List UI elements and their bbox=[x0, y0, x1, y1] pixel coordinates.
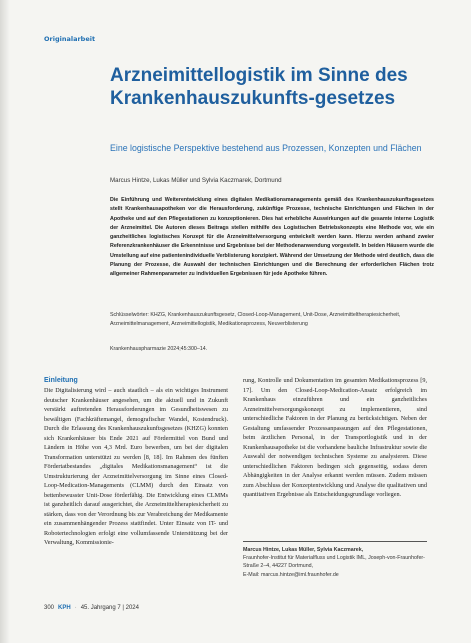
body-text-right: rung, Kontrolle und Dokumentation im gesamten Medikationsprozess [9, 17]. Um den Closed-Loop-Medication-Ansatz erfolgreich im Krankenhaus einzuführen und ein ganzheitliches Arzneimittelversorgungskonzept zu implementieren, sind unterschiedliche Faktoren in der Planung zu berücksichtigen. Neben der Gestaltung umfassender Prozessanpassungen auf den Pflegestationen, beim ärztlichen Personal, in der Transportlogistik und in der Krankenhausapotheke ist die vorhandene bauliche Infrastruktur sowie die Auswahl der notwendigen technischen Systeme zu analysieren. Diese unterschiedlichen Faktoren bedingen sich gegenseitig, sodass deren Abhängigkeiten in der Analyse erkannt werden müssen. Zudem müssen zum Abschluss der Konzeptentwicklung und Analyse die qualitativen und quantitativen Ergebnisse als Entscheidungsgrundlage vorliegen. bbox=[243, 377, 427, 498]
contact-names: Marcus Hintze, Lukas Müller, Sylvia Kaczmarek, bbox=[243, 547, 364, 553]
contact-institution: Fraunhofer-Institut für Materialfluss und Logistik IML, Joseph-von-Fraunhofer-Straße 2–4, 44227 Dortmund, bbox=[243, 555, 425, 570]
abstract: Die Einführung und Weiterentwicklung eines digitalen Medikationsmanagements gemäß des Krankenhauszukunftsgesetzes stellt Krankenhausapotheken vor die Herausforderung, zukünftige Prozesse, technische Einrichtungen und Flächen in der Apotheke und auf den Pflegestationen zu konzeptionieren. Dies hat erhebliche Auswirkungen auf die gesamte interne Logistik der Arzneimittel. Die Autoren dieses Beitrags stellen mithilfe des Logistischen Betriebskonzepts eine Methode vor, wie ein ganzheitliches logistisches Konzept für die Arzneimittelversorgung entwickelt werden kann. Hierzu werden anhand zweier Referenzkrankenhäuser die Erkenntnisse und Ergebnisse bei der Methodenanwendung vorgestellt. In beiden Häusern wurde die Umstellung auf eine patientenindividuelle Verblisterung konzipiert. Während der Umsetzung der Methode wird deutlich, dass die Planung der Prozesse, die Auswahl der technischen Einrichtungen und die Berechnung der erforderlichen Flächen trotz allgemeiner Rahmenparameter zu individuellen Ergebnissen für jede Apotheke führen. bbox=[110, 197, 434, 277]
body-column-right bbox=[243, 376, 427, 500]
citation: Krankenhauspharmazie 2024;45:300–14. bbox=[110, 346, 208, 352]
journal-name: KPH bbox=[58, 605, 71, 611]
section-label: Originalarbeit bbox=[44, 35, 96, 43]
body-text-left: Die Digitalisierung wird – auch staatlich – als ein wichtiges Instrument deutscher Krankenhäuser angesehen, um die aktuell und in Zukunft verstärkt auftretenden Herausforderungen im Gesundheitswesen zu bewältigen (Fachkräftemangel, demografischer Wandel, Kostendruck). Durch die Erlassung des Krankenhauszukunftsgesetzes (KHZG) konnten sich Krankenhäuser bis Ende 2021 auf Fördermittel von Bund und Ländern in Höhe von 4,3 Mrd. Euro bewerben, um bei der digitalen Transformation unterstützt zu werden [8, 18]. Im Rahmen des fünften Fördertatbestandes „digitales Medikationsmanagement“ ist die Umstrukturierung der Arzneimittelversorgung im Sinne eines Closed-Loop-Medication-Managements (CLMM) durch den Einsatz von bettenbewusster Unit-Dose förderfähig. Die Entwicklung eines CLMMs ist ganzheitlich darauf ausgerichtet, die Arzneimitteltherapiesicherheit zu stärken, dass von der Verordnung bis zur Verabreichung der Medikamente ein zusammenhängender Prozess stattfindet. Unter Einsatz von IT- und Robotertechnologien erfolgt eine vollumfassende Unterstützung bei der Verwaltung, Kommissionie- bbox=[44, 387, 228, 546]
article-subtitle: Eine logistische Perspektive bestehend aus Prozessen, Konzepten und Flächen bbox=[110, 143, 422, 153]
page-shadow bbox=[0, 0, 10, 643]
contact-email[interactable]: E-Mail: marcus.hintze@iml.fraunhofer.de bbox=[243, 571, 339, 578]
keywords: Schlüsselwörter: KHZG, Krankenhauszukunftsgesetz, Closed-Loop-Management, Unit-Dose, Arzneimitteltherapiesicherheit, Arzneimittelmanagement, Arzneimittellogistik, Medikationsprozess, Neuverblisterung bbox=[110, 312, 401, 328]
article-authors: Marcus Hintze, Lukas Müller und Sylvia Kaczmarek, Dortmund bbox=[110, 177, 282, 184]
body-column-left bbox=[44, 376, 228, 548]
page-number: 300 bbox=[44, 605, 55, 611]
intro-heading: Einleitung bbox=[44, 377, 78, 384]
page-footer bbox=[44, 605, 344, 611]
contact-divider bbox=[243, 541, 427, 542]
journal-issue: 45. Jahrgang 7 | 2024 bbox=[80, 605, 139, 611]
contact-info bbox=[243, 546, 433, 579]
footer-separator: · bbox=[74, 605, 77, 611]
article-title: Arzneimittellogistik im Sinne des Krankenhauszukunfts-gesetzes bbox=[110, 65, 408, 109]
